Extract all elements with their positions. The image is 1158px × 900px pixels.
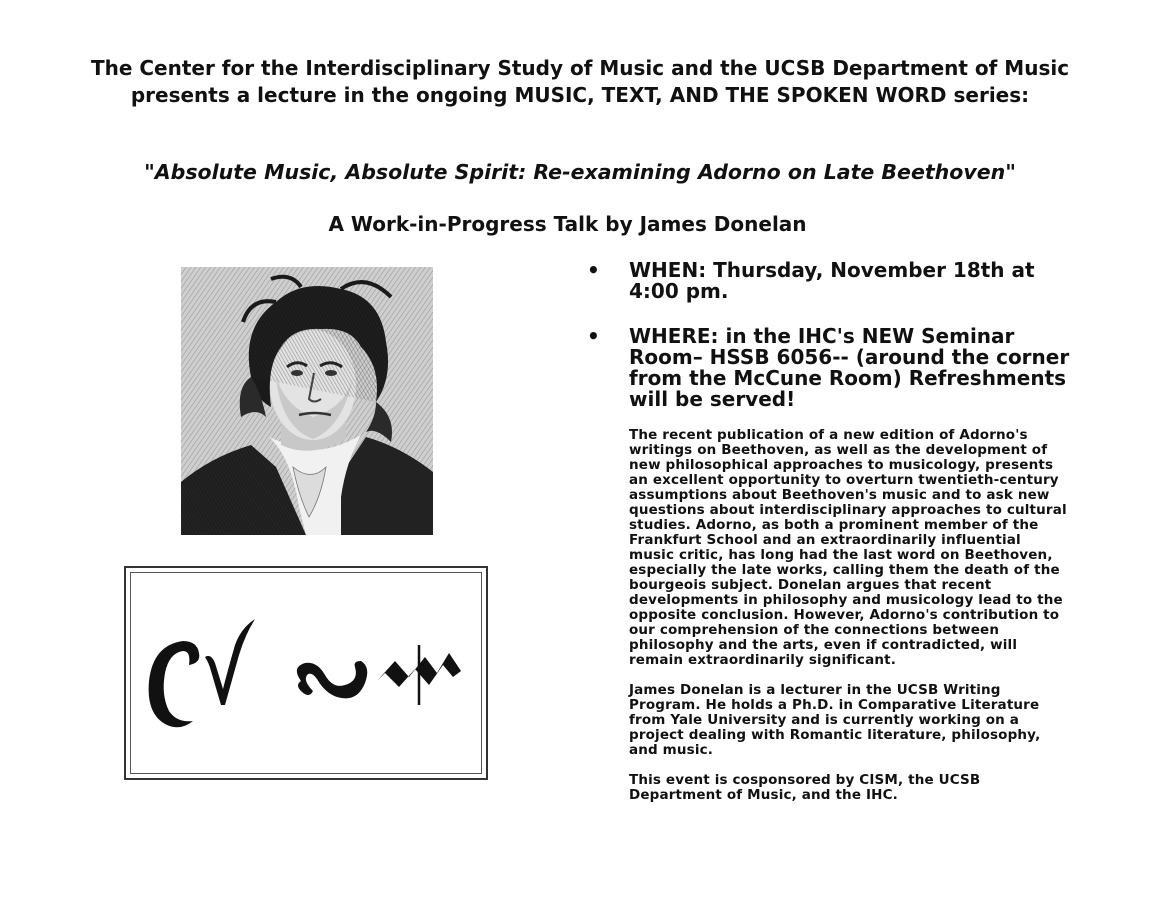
- talk-title: "Absolute Music, Absolute Spirit: Re-examining Adorno on Late Beethoven": [144, 160, 1016, 184]
- event-details: [585, 260, 1085, 434]
- byline: A Work-in-Progress Talk by James Donelan: [328, 212, 807, 236]
- beethoven-portrait: [181, 267, 433, 535]
- detail-when: [585, 260, 1085, 302]
- talk-title-text: Absolute Music, Absolute Spirit: Re-examining Adorno on Late Beethoven: [154, 160, 1006, 184]
- abstract-paragraph: The recent publication of a new edition of Adorno's writings on Beethoven, as well as the development of new philosophical approaches to musicology, presents an excellent opportunity to overturn twentieth-century assumptions about Beethoven's music and to ask new questions about interdisciplinary approaches to cultural studies. Adorno, as both a prominent member of the Frankfurt School and an extraordinarily influential music critic, has long had the last word on Beethoven, especially the late works, calling them the death of the bourgeois subject. Donelan argues that recent developments in philosophy and musicology lead to the opposite conclusion. However, Adorno's contribution to our comprehension of the connections between philosophy and the arts, even if contradicted, will remain extraordinarily significant.: [629, 427, 1067, 668]
- sponsors-paragraph: This event is cosponsored by CISM, the UCSB Department of Music, and the IHC.: [629, 772, 981, 803]
- body-text: [629, 428, 1069, 818]
- bio-paragraph: James Donelan is a lecturer in the UCSB Writing Program. He holds a Ph.D. in Comparative Literature from Yale University and is currently working on a project dealing with Romantic literature, philosophy, and music.: [629, 682, 1041, 758]
- cism-logo-inner: [130, 572, 482, 774]
- header-intro: The Center for the Interdisciplinary Study of Music and the UCSB Department of Music presents a lecture in the ongoing MUSIC, TEXT, AND THE SPOKEN WORD series:: [90, 56, 1070, 107]
- cism-logo-mark: [131, 573, 483, 775]
- cism-logo: [124, 566, 488, 780]
- detail-when-text: WHEN: Thursday, November 18th at 4:00 pm.: [629, 258, 1035, 303]
- bullet-icon: •: [587, 324, 600, 348]
- bullet-icon: •: [587, 258, 600, 282]
- detail-where-text: WHERE: in the IHC's NEW Seminar Room– HSSB 6056-- (around the corner from the McCune Room) Refreshments will be served!: [629, 324, 1070, 411]
- detail-where: [585, 326, 1085, 410]
